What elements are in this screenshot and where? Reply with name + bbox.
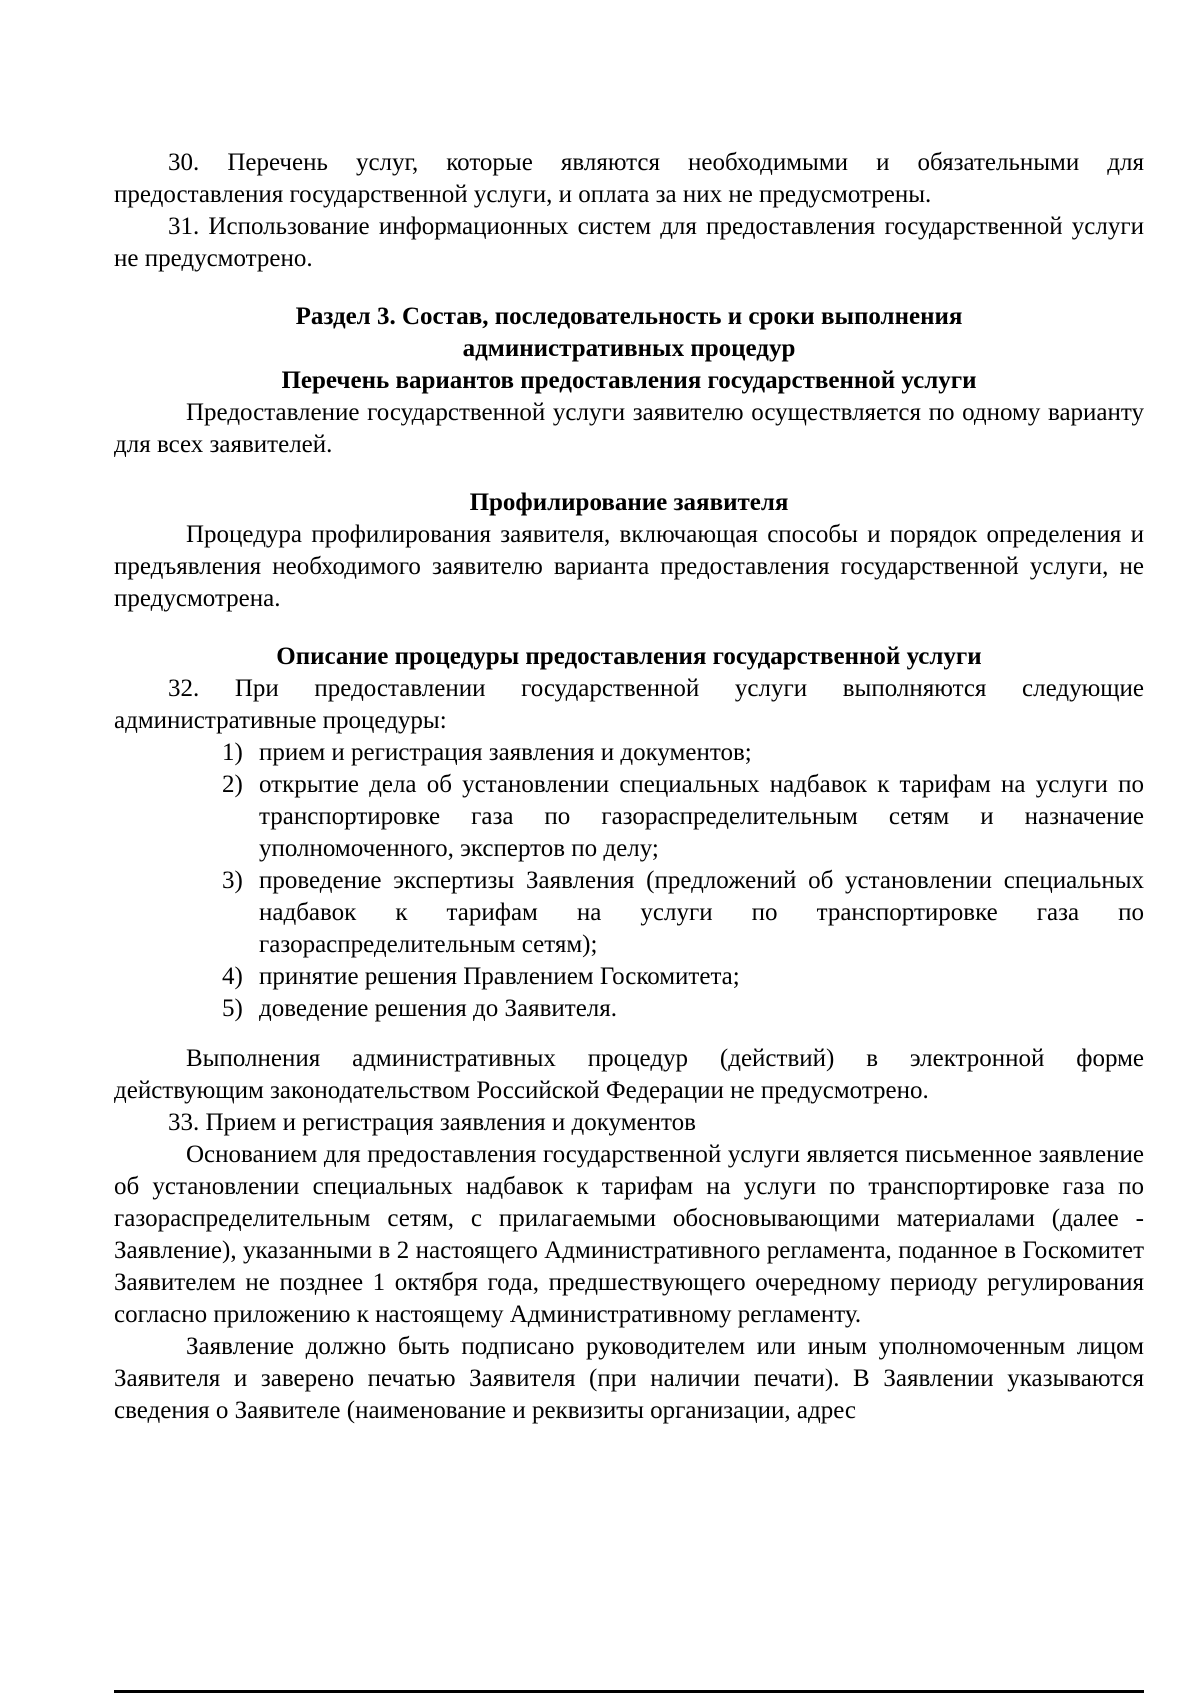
list-item <box>114 961 1144 993</box>
profiling-heading: Профилирование заявителя <box>469 489 789 516</box>
list-item-number: 4) <box>222 963 243 990</box>
paragraph-32-intro: 32. При предоставлении государственной услуги выполняются следующие административные процедуры: <box>114 675 1144 734</box>
paragraph-33-basis: Основанием для предоставления государственной услуги является письменное заявление об установлении специальных надбавок к тарифам на услуги по транспортировке газа по газораспределительным сетям, с прилагаемыми обосновывающими материалами (далее - Заявление), указанными в 2 настоящего Административного регламента, поданное в Госкомитет Заявителем не позднее 1 октября года, предшествующего очередному периоду регулирования согласно приложению к настоящему Административному регламенту. <box>114 1141 1144 1328</box>
profiling-paragraph: Процедура профилирования заявителя, включающая способы и порядок определения и предъявления необходимого заявителю варианта предоставления государственной услуги, не предусмотрена. <box>114 521 1144 612</box>
page-bottom-rule <box>114 1690 1144 1693</box>
electronic-form-note: Выполнения административных процедур (действий) в электронной форме действующим законодательством Российской Федерации не предусмотрено. <box>114 1045 1144 1104</box>
list-item-number: 3) <box>222 867 243 894</box>
paragraph-30: 30. Перечень услуг, которые являются необходимыми и обязательными для предоставления государственной услуги, и оплата за них не предусмотрены. <box>114 149 1144 208</box>
list-item-text: принятие решения Правлением Госкомитета; <box>259 963 740 990</box>
spacer <box>114 461 1144 487</box>
paragraph-31: 31. Использование информационных систем для предоставления государственной услуги не предусмотрено. <box>114 213 1144 272</box>
variants-paragraph: Предоставление государственной услуги заявителю осуществляется по одному варианту для всех заявителей. <box>114 399 1144 458</box>
list-item-number: 1) <box>222 739 243 766</box>
list-item <box>114 769 1144 865</box>
list-item-text: доведение решения до Заявителя. <box>259 995 618 1022</box>
list-item <box>114 865 1144 961</box>
list-item <box>114 993 1144 1025</box>
procedure-steps-list <box>114 737 1144 1025</box>
spacer <box>114 275 1144 301</box>
list-item-text: открытие дела об установлении специальных надбавок к тарифам на услуги по транспортировке газа по газораспределительным сетям и назначение уполномоченного, экспертов по делу; <box>259 771 1144 862</box>
variants-heading: Перечень вариантов предоставления государственной услуги <box>281 367 977 394</box>
section-3-title-line-1: Раздел 3. Состав, последовательность и сроки выполнения <box>295 303 963 330</box>
list-item-text: прием и регистрация заявления и документов; <box>259 739 752 766</box>
paragraph-33-signature: Заявление должно быть подписано руководителем или иным уполномоченным лицом Заявителя и заверено печатью Заявителя (при наличии печати). В Заявлении указываются сведения о Заявителе (наименование и реквизиты организации, адрес <box>114 1333 1144 1424</box>
list-item-number: 5) <box>222 995 243 1022</box>
spacer <box>114 615 1144 641</box>
procedure-heading: Описание процедуры предоставления государственной услуги <box>276 643 982 670</box>
document-page <box>114 147 1144 1427</box>
list-item-text: проведение экспертизы Заявления (предложений об установлении специальных надбавок к тарифам на услуги по транспортировке газа по газораспределительным сетям); <box>259 867 1144 958</box>
section-3-title-line-2: административных процедур <box>462 335 796 362</box>
list-item-number: 2) <box>222 771 243 798</box>
spacer <box>114 1025 1144 1043</box>
paragraph-33-title: 33. Прием и регистрация заявления и документов <box>168 1109 696 1136</box>
list-item <box>114 737 1144 769</box>
